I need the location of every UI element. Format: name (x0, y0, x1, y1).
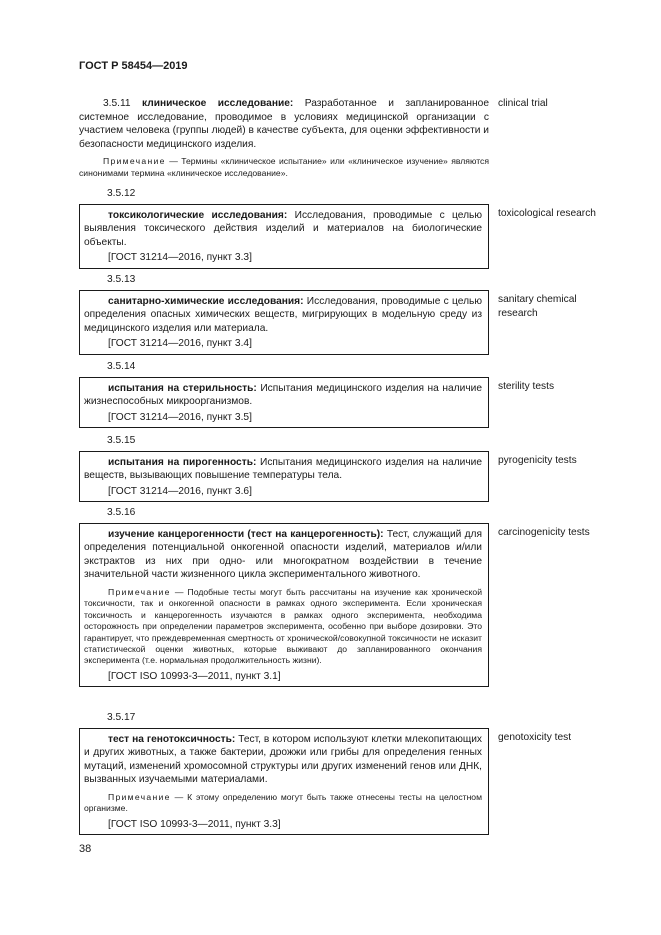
term-source: [ГОСТ ISO 10993-3—2011, пункт 3.3] (108, 818, 281, 830)
english-term: sanitary chemical research (498, 294, 577, 319)
note-text: — К этому определению могут быть также отнесены тесты на целостном организме. (84, 791, 482, 814)
term-box (79, 523, 489, 688)
english-term: carcinogenicity tests (498, 527, 590, 538)
term-number: 3.5.16 (107, 507, 136, 518)
term-3-5-15 (79, 434, 489, 502)
document-header: ГОСТ Р 58454—2019 (79, 60, 188, 72)
term-box (79, 290, 489, 355)
term-number: 3.5.12 (107, 188, 136, 199)
term-3-5-13 (79, 273, 489, 355)
term-source: [ГОСТ 31214—2016, пункт 3.4] (108, 338, 252, 350)
term-name: изучение канцерогенности (тест на канцерогенность): (108, 528, 384, 540)
term-note (79, 156, 489, 179)
english-term: genotoxicity test (498, 732, 572, 743)
note-label: Примечание (108, 791, 171, 802)
term-number: 3.5.17 (107, 712, 136, 723)
note-text: — Подобные тесты могут быть рассчитаны на изучение как хронической токсичности, так и онкогенной опасности в рамках одного эксперимента. Если хроническая токсичность и канцерогенность изучаются в рамках одного эксперимента, необходима осторожность при определении параметров эксперимента, особенно при выборе дозировки. Это гарантирует, что преждевременная смертность от хронической/совокупной токсичности не исказит статистической оценки животных, которые выживают до запланированного окончания эксперимента (т.е. нормальная продолжительность жизни). (84, 586, 482, 666)
term-definition: Испытания медицинского изделия на наличие веществ, вызывающих повышение температуры тела. (84, 456, 482, 482)
term-box (79, 377, 489, 429)
term-definition: Разработанное и запланированное системное исследование, проводимое в условиях медицинской организации с участием человека (группы людей) в качестве субъекта, для оценки эффективности и безопасности медицинского изделия. (79, 98, 489, 150)
term-number: 3.5.11 (103, 98, 131, 109)
term-source: [ГОСТ ISO 10993-3—2011, пункт 3.1] (108, 670, 281, 682)
term-3-5-11 (79, 97, 489, 182)
note-label: Примечание (103, 156, 166, 167)
term-name: клиническое исследование: (142, 98, 294, 109)
term-3-5-16 (79, 506, 489, 687)
term-definition: Исследования, проводимые с целью определения опасных химических веществ, мигрирующих в модельную среду из медицинского изделия или материала. (84, 295, 482, 334)
term-3-5-17 (79, 711, 489, 835)
term-box (79, 728, 489, 836)
term-definition: Тест, в котором используют клетки млекопитающих и других животных, а также бактерии, дрожжи или грибы для определения генных мутаций, изменений хромосомной структуры или других изменений генов или ДНК, вызванных изучаемыми материалами. (84, 733, 483, 786)
term-source: [ГОСТ 31214—2016, пункт 3.6] (108, 485, 252, 497)
term-note (84, 587, 482, 667)
term-definition: Испытания медицинского изделия на наличие жизнеспособных микроорганизмов. (84, 382, 482, 408)
term-definition: Исследования, проводимые с целью выявления токсического действия изделий и материалов на биологические объекты. (84, 209, 482, 248)
term-source: [ГОСТ 31214—2016, пункт 3.3] (108, 252, 252, 264)
term-name: тест на генотоксичность: (108, 733, 236, 745)
english-term: sterility tests (498, 381, 555, 392)
english-term: clinical trial (498, 98, 548, 109)
term-number: 3.5.15 (107, 435, 136, 446)
english-term: toxicological research (498, 208, 596, 219)
page-number: 38 (79, 843, 92, 855)
term-source: [ГОСТ 31214—2016, пункт 3.5] (108, 411, 252, 423)
note-label: Примечание (108, 586, 171, 597)
term-name: испытания на пирогенность: (108, 456, 257, 468)
term-3-5-14 (79, 360, 489, 428)
term-box (79, 204, 489, 269)
term-name: санитарно-химические исследования: (108, 295, 304, 307)
term-3-5-12 (79, 187, 489, 269)
term-box (79, 451, 489, 503)
term-number: 3.5.14 (107, 361, 136, 372)
term-note (84, 792, 482, 815)
term-definition: Тест, служащий для определения потенциальной онкогенной опасности изделий, материалов и/или экстрактов из них при одно- или многократном воздействии в течение значительной части жизненного цикла экспериментального животного. (84, 528, 482, 581)
term-name: испытания на стерильность: (108, 382, 257, 394)
term-name: токсикологические исследования: (108, 209, 288, 221)
note-text: — Термины «клиническое испытание» или «клиническое изучение» являются синонимами термина «клиническое исследование». (79, 156, 489, 178)
term-number: 3.5.13 (107, 274, 136, 285)
english-term: pyrogenicity tests (498, 455, 577, 466)
